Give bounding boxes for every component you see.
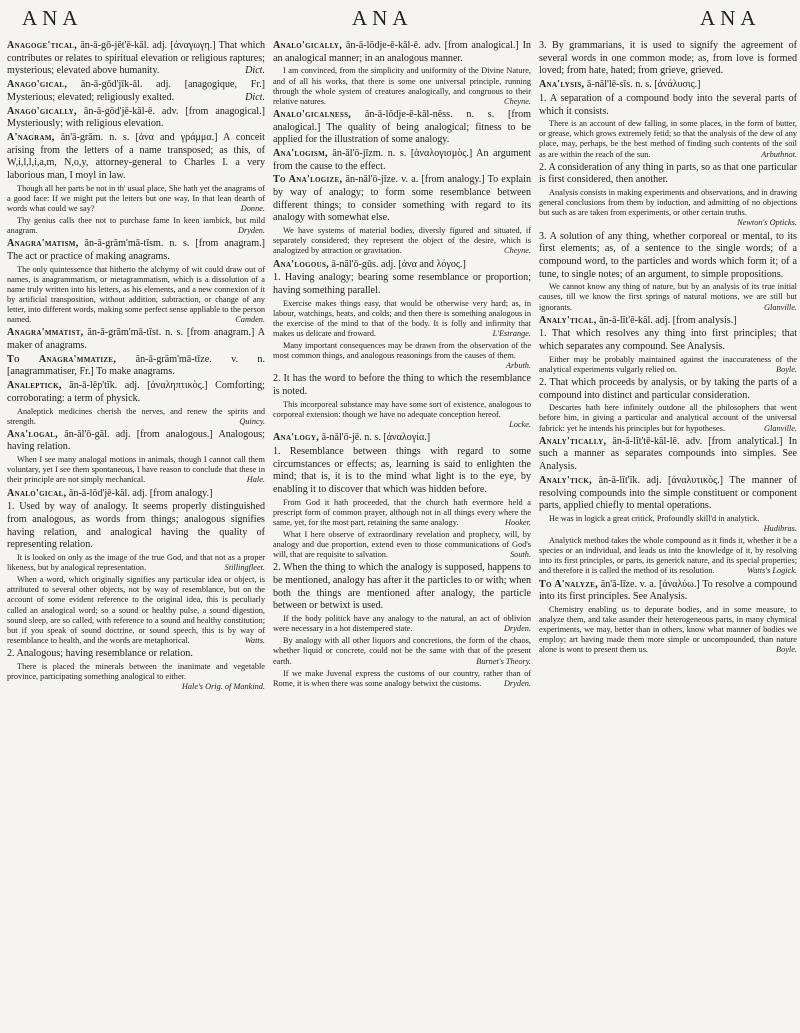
- headword: Ana'logy,: [273, 432, 320, 444]
- citation: Glanville.: [764, 423, 797, 433]
- quotation: [7, 575, 265, 646]
- headword: Analo'gically,: [273, 40, 343, 51]
- quotation-text: Analysis consists in making experiments and observations, and in drawing general conclusions from them by induction, and admitting of no objections but such as are taken from experiments, or other certain truths.: [539, 188, 797, 218]
- definition-text: ăn-ā-lĕp'tĭk. adj. [ἀναληπτικὸς.] Comforting; corroborating: a term of physick.: [7, 380, 265, 404]
- quotation-text: Though all her parts be not in th' usual place, She hath yet the anagrams of a good face: If we might put the letters but one way, In that lean dearth of words what could we say?: [7, 183, 265, 213]
- quotation-text: He was in logick a great critick, Profoundly skill'd in analytick.: [549, 513, 760, 523]
- citation: Arbuth.: [505, 361, 531, 371]
- citation: Cheyne.: [504, 96, 531, 106]
- definition-text: ăn-ā-grăm'mā-tĭst. n. s. [from anagram.] A maker of anagrams.: [7, 327, 265, 352]
- quotation: [273, 299, 531, 339]
- quotation-text: When I see many analogal motions in animals, though I cannot call them voluntary, yet I see them spontaneous, I have reason to conclude that these in their principle are not simply mechanical.: [7, 455, 265, 485]
- headword: Analy'tick,: [539, 474, 593, 486]
- dictionary-entry: [7, 354, 265, 379]
- quotation: [539, 403, 797, 433]
- headword: To Anagra'mmatize,: [7, 353, 117, 365]
- citation: Newton's Opticks.: [737, 218, 797, 228]
- definition-text: ăn-ā-lŏdje-ē-kăl-ē. adv. [from analogical.] In an analogical manner; in an analogous manner.: [273, 40, 531, 64]
- citation: Hooker.: [504, 517, 531, 527]
- quotation-text: By analogy with all other liquors and concretions, the form of the chaos, whether liquid or concrete, could not be the same with that of the present earth.: [273, 636, 531, 666]
- dictionary-entry: [273, 40, 531, 65]
- sense-definition: 3. By grammarians, it is used to signify the agreement of several words in one common mode; as, from love is formed loved; from hate, hated; from grieve, grieved.: [539, 40, 797, 77]
- citation: Glanville.: [764, 302, 797, 312]
- headword: Analy'tical,: [539, 314, 597, 326]
- definition-text: ăn-ā-grăm'mā-tīze. v. n. [anagrammatiser, Fr.] To make anagrams.: [7, 353, 265, 378]
- headword: Analo'gical,: [7, 487, 67, 499]
- headword: Anago'gical,: [7, 79, 68, 91]
- quotation-text: Many important consequences may be drawn from the observation of the most common things, and analogous reasonings from the causes of them.: [273, 341, 531, 361]
- citation: Hudibras.: [763, 524, 797, 534]
- quotation-text: If we make Juvenal express the customs of our country, rather than of Rome, it is when there was some analogy betwixt the customs.: [273, 668, 531, 688]
- dictionary-entry: [539, 579, 797, 604]
- quotation: [273, 66, 531, 106]
- quotation: [273, 498, 531, 528]
- citation: Quincy.: [239, 416, 265, 426]
- dictionary-entry: [7, 132, 265, 183]
- quotation-text: There is an account of dew falling, in some places, in the form of butter, or grease, which grows extremely fetid; so that the analysis of the dew of any place, may, perhaps, be the best method of finding such contents of the soil as are within the reach of the sun.: [539, 119, 797, 159]
- sense-definition: 2. That which proceeds by analysis, or by taking the parts of a compound into distinct and particular consideration.: [539, 376, 797, 401]
- quotation: [273, 226, 531, 256]
- running-head-left: ANA: [22, 6, 83, 30]
- headword: Analo'gicalness,: [273, 108, 352, 120]
- citation: South.: [510, 550, 531, 560]
- dictionary-entry: [7, 106, 265, 131]
- quotation-text: Thy genius calls thee not to purchase fame In keen iambick, but mild anagram.: [7, 216, 265, 236]
- quotation: [7, 407, 265, 427]
- running-head-center: ANA: [352, 6, 413, 30]
- dictionary-entry: [273, 259, 531, 272]
- citation: Stillingfleet.: [224, 563, 265, 573]
- citation: Burnet's Theory.: [476, 656, 531, 666]
- dictionary-entry: [539, 475, 797, 513]
- dictionary-entry: [7, 79, 265, 104]
- dictionary-entry: [7, 238, 265, 263]
- headword: Ana'logism,: [273, 147, 328, 159]
- sense-definition: 2. A consideration of any thing in parts, so as that one particular is first considered, then another.: [539, 161, 797, 186]
- dictionary-entry: [273, 109, 531, 147]
- quotation: [7, 662, 265, 692]
- headword: A'nagram,: [7, 131, 55, 143]
- definition-text: ăn-ā-gŏd'jīk-ăl. adj. [anagogique, Fr.] Mysterious; elevated; religiously exalted.: [7, 79, 265, 103]
- quotation: [273, 669, 531, 689]
- headword: To A'nalyze,: [539, 578, 599, 590]
- citation: Watts's Logick.: [747, 566, 797, 576]
- sense-definition: 2. When the thing to which the analogy is supposed, happens to be mentioned, analogy has after it the particles to or with; when both the things are mentioned after analogy, the particle between or betwixt is used.: [273, 562, 531, 612]
- definition-text: ăn-ā-lŏd'jē-kăl. adj. [from analogy.]: [68, 487, 213, 499]
- quotation: [539, 119, 797, 159]
- definition-text: ăn-ā-lĭt'tē-kăl-lē. adv. [from analytical.] In such a manner as separates compounds into simples. See Analysis.: [539, 435, 797, 473]
- citation: Boyle.: [776, 645, 797, 655]
- citation: Dict.: [245, 91, 265, 103]
- headword: Anagra'mmatist,: [7, 327, 84, 339]
- citation: Hale.: [246, 475, 265, 485]
- definition-text: ăn-ā-gō-jĕt'ē-kăl. adj. [ἀναγωγη.] That which contributes or relates to spiritual elevation or religious raptures; mysterious; elevated above humanity.: [7, 40, 265, 77]
- citation: Watts.: [244, 635, 265, 645]
- column-left: [7, 40, 265, 1028]
- quotation-text: What I here observe of extraordinary revelation and prophecy, will, by analogy and due proportion, extend even to those communications of God's will, that are requisite to salvation.: [273, 529, 531, 560]
- sense-definition: 1. Having analogy; bearing some resemblance or proportion; having something parallel.: [273, 272, 531, 296]
- dictionary-columns: [7, 40, 797, 1030]
- definition-text: ăn-ā-lĭt'ĭk. adj. [ἀναλυτικὸς.] The manner of resolving compounds into the simple constituent or component parts, applied chiefly to mental operations.: [539, 474, 797, 512]
- quotation: [7, 455, 265, 485]
- quotation-text: Analeptick medicines cherish the nerves, and renew the spirits and strength.: [7, 406, 265, 426]
- quotation: [7, 265, 265, 326]
- headword: Analy'tically,: [539, 435, 607, 447]
- dictionary-entry: [539, 79, 797, 92]
- headword: Ana'lysis,: [539, 79, 585, 91]
- dictionary-entry: [7, 40, 265, 78]
- headword: Ana'logal,: [7, 428, 59, 440]
- definition-text: ăn-năl'ō-jīze. v. a. [from analogy.] To explain by way of analogy; to form some resemblance between different things; to consider something with regard to its analogy with somewhat else.: [273, 174, 531, 224]
- definition-text: ăn'ā-grăm. n. s. [ἀνα and γράμμα.] A conceit arising from the letters of a name transposed; as this, of W,i,l,l,i,a,m, N,o,y, attorney-general to Charles I. a very laborious man, I moyl in law.: [7, 131, 265, 182]
- quotation-text: Exercise makes things easy, that would be otherwise very hard; as, in labour, watchings, heats, and colds; and then there is something analogous in the exercise of the mind to that of the body. It is folly and infirmity that makes us delicate and froward.: [273, 298, 531, 338]
- quotation-text: From God it hath proceeded, that the church hath evermore held a prescript form of common prayer, although not in all things every where the same, yet, for the most part, retaining the same analogy.: [273, 497, 531, 527]
- headword: Analeptick,: [7, 380, 62, 392]
- column-right: [539, 40, 797, 1028]
- headword: Anagra'matism,: [7, 238, 79, 250]
- quotation-text: The only quintessence that hitherto the alchymy of wit could draw out of names, is anagrammatism, or metagrammatism, which is a dissolution of a name truly written into his letters, as his elements, and a new connexion of it by artificial transposition, without addition, subtraction, or change of any letter, into different words, making some perfect sense appliable to the person named.: [7, 264, 265, 325]
- sense-definition: 2. Analogous; having resemblance or relation.: [7, 648, 193, 660]
- quotation: [273, 530, 531, 560]
- citation: Dryden.: [238, 226, 265, 236]
- dictionary-entry: [539, 315, 797, 328]
- citation: Camden.: [235, 315, 265, 325]
- dictionary-entry: [7, 429, 265, 454]
- headword: Ana'logous,: [273, 258, 329, 270]
- citation: Arbuthnot.: [761, 149, 797, 159]
- definition-text: ăn-ā-lŏdje-ē-kăl-nĕss. n. s. [from analogical.] The quality of being analogical; fitness to be applied for the illustration of some analogy.: [273, 108, 531, 146]
- quotation-text: When a word, which originally signifies any particular idea or object, is attributed to several other objects, not by way of resemblance, but on the account of some evident reference to the original idea, this is peculiarly called an analogical word; so a sound or healthy pulse, a sound digestion, sound sleep, are so called, with reference to a sound and healthy constitution; but if you speak of sound doctrine, or sound speech, this is by way of resemblance to health, and the words are metaphorical.: [7, 575, 265, 645]
- quotation-text: Analytick method takes the whole compound as it finds it, whether it be a species or an individual, and leads us into the knowledge of it, by resolving into its first principles, or parts, its generick nature, and its special properties; and therefore it is called the method of its resolution.: [539, 536, 797, 576]
- quotation: [273, 341, 531, 371]
- quotation-text: Either may be probably maintained against the inaccurateness of the analytical experiments vulgarly relied on.: [539, 354, 797, 374]
- definition-text: ăn-ăl'ō-jĭzm. n. s. [ἀναλογισμὸς.] An argument from the cause to the effect.: [273, 147, 531, 172]
- sense-definition: 1. Used by way of analogy. It seems properly distinguished from analogous, as words from things; analogous signifies having relation, and analogical having the quality of representing relation.: [7, 501, 265, 551]
- citation: Boyle.: [776, 364, 797, 374]
- dictionary-entry: [273, 148, 531, 173]
- definition-text: ăn'ā-līze. v. a. [ἀναλύω.] To resolve a compound into its first principles. See Analysis.: [539, 578, 797, 603]
- quotation: [539, 605, 797, 656]
- headword: Anago'gically,: [7, 105, 77, 117]
- definition-text: ā-năl'ō-gŭs. adj. [ἀνα and λόγος.]: [331, 258, 466, 270]
- quotation: [539, 514, 797, 534]
- citation: Locke.: [509, 420, 531, 429]
- sense-definition: 2. It has the word to before the thing to which the resemblance is noted.: [273, 373, 531, 398]
- quotation: [539, 282, 797, 312]
- citation: L'Estrange.: [492, 328, 531, 338]
- quotation-text: Descartes hath here infinitely outdone all the philosophers that went before him, in giving a particular and analytical account of the universal fabrick: yet he intends his principles but for hypotheses.: [539, 403, 797, 433]
- quotation: [539, 188, 797, 228]
- definition-text: ā-năl'ō-jē. n. s. [ἀναλογία.]: [321, 432, 431, 444]
- quotation-text: It is looked on only as the image of the true God, and that not as a proper likeness, but by analogical representation.: [7, 553, 265, 573]
- headword: Anagoge'tical,: [7, 40, 78, 51]
- citation: Dryden.: [504, 624, 531, 634]
- quotation-text: There is placed the minerals between the inanimate and vegetable province, participating something analogical to either.: [7, 661, 265, 681]
- quotation-text: Chemistry enabling us to depurate bodies, and in some measure, to analyze them, and take asunder their heterogeneous parts, in many chymical experiments, we may, better than in others, know what manner of bodies we employ; art having made them more simple or uncompounded, than nature alone is wont to present them us.: [539, 604, 797, 655]
- running-head-right: ANA: [700, 6, 761, 30]
- definition-text: ăn-ā-lĭt'ē-kăl. adj. [from analysis.]: [599, 314, 737, 326]
- quotation-text: We have systems of material bodies, diversly figured and situated, if separately considered; they represent the object of the desire, which is analogized by attraction or gravitation.: [273, 226, 531, 256]
- quotation: [7, 184, 265, 214]
- dictionary-entry: [7, 380, 265, 405]
- citation: Dict.: [245, 65, 265, 77]
- headword: To Ana'logize,: [273, 174, 343, 186]
- definition-text: ā-năl'lē-sĭs. n. s. [ἀνάλυσις.]: [586, 79, 701, 91]
- dictionary-entry: [273, 174, 531, 225]
- quotation: [273, 614, 531, 634]
- definition-text: ăn-ā-grăm'mā-tĭsm. n. s. [from anagram.] The act or practice of making anagrams.: [7, 238, 265, 262]
- citation: Cheyne.: [504, 246, 531, 256]
- dictionary-entry: [7, 488, 265, 501]
- dictionary-entry: [7, 327, 265, 352]
- dictionary-entry: [273, 432, 531, 445]
- column-middle: [273, 40, 531, 1028]
- quotation: [273, 636, 531, 666]
- sense-definition: 1. A separation of a compound body into the several parts of which it consists.: [539, 92, 797, 117]
- definition-text: ăn-ā-gŏd'jē-kăl-ē. adv. [from anagogical.] Mysteriously; with religious elevation.: [7, 105, 265, 130]
- quotation-text: We cannot know any thing of nature, but by an analysis of its true initial causes, till we know the first springs of natural motions, we are still but ignorants.: [539, 282, 797, 312]
- quotation: [539, 536, 797, 576]
- citation: Hale's Orig. of Mankind.: [181, 681, 265, 691]
- sense-definition: 1. Resemblance between things with regard to some circumstances or effects; as, learning is said to enlighten the mind; that is, it is to the mind what light is to the eye, by enabling it to discover that which was hidden before.: [273, 445, 531, 495]
- dictionary-entry: [539, 436, 797, 474]
- citation: Dryden.: [504, 678, 531, 688]
- quotation: [7, 216, 265, 236]
- quotation: [7, 553, 265, 573]
- quotation-text: This incorporeal substance may have some sort of existence, analogous to corporeal extension: though we have no adequate conception hereof.: [273, 399, 531, 419]
- citation: Donne.: [240, 203, 265, 213]
- quotation: [273, 400, 531, 430]
- quotation: [539, 355, 797, 375]
- quotation-text: I am convinced, from the simplicity and uniformity of the Divine Nature, and of all his works, that there is some one universal principle, running through the whole system of creatures analogically, and congruous to their relative natures.: [273, 66, 531, 106]
- sense-definition: 3. A solution of any thing, whether corporeal or mental, to its first elements; as, of a sentence to the single words; of a compound word, to the particles and words which form it; of a tune, to single notes; of an argument, to simple propositions.: [539, 230, 797, 280]
- definition-text: ăn-ăl'ō-găl. adj. [from analogous.] Analogous; having relation.: [7, 428, 265, 453]
- running-heads: [0, 6, 800, 36]
- sense-definition: 1. That which resolves any thing into first principles; that which separates any compound. See Analysis.: [539, 328, 797, 353]
- quotation-text: If the body politick have any analogy to the natural, an act of oblivion were necessary in a hot distempered state.: [273, 614, 531, 634]
